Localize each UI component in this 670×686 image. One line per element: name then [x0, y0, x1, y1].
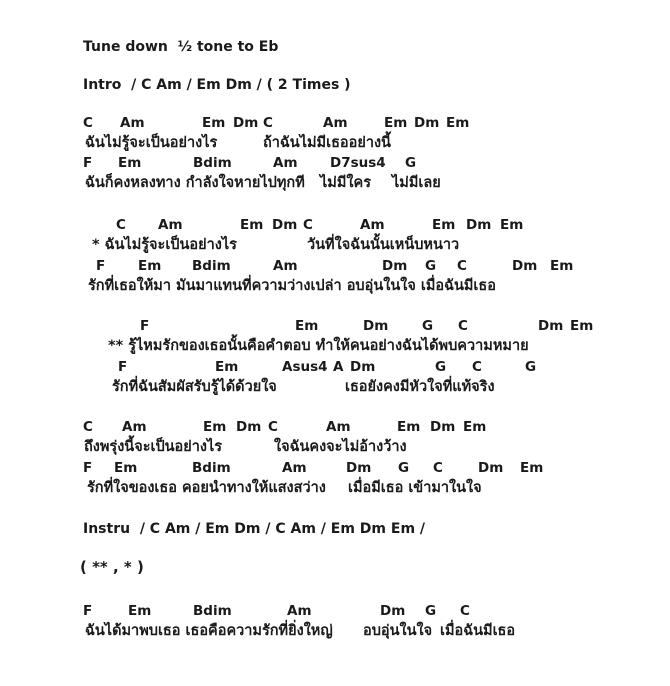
- chord: C: [433, 460, 443, 476]
- chord: Dm: [466, 217, 492, 233]
- chord: C: [458, 318, 468, 334]
- chord: Em: [202, 115, 226, 131]
- chord: G: [405, 155, 417, 171]
- chord: Dm: [380, 603, 406, 619]
- chord: Dm: [430, 419, 456, 435]
- chord: Am: [326, 419, 351, 435]
- chord: Am: [282, 460, 307, 476]
- chord: F: [83, 155, 93, 171]
- chord: C: [472, 359, 482, 375]
- intro-line: Intro / C Am / Em Dm / ( 2 Times ): [83, 77, 351, 93]
- lyric-line: [0, 174, 670, 194]
- chord: Em: [520, 460, 544, 476]
- chord-line: [0, 156, 670, 176]
- chord: Dm: [538, 318, 564, 334]
- chord: C: [268, 419, 278, 435]
- chord: G: [435, 359, 447, 375]
- chord: Em: [432, 217, 456, 233]
- chord: Em: [570, 318, 594, 334]
- chord: Dm: [233, 115, 259, 131]
- chord: Dm: [346, 460, 372, 476]
- lyric-line: [0, 277, 670, 297]
- chord-line: [0, 116, 670, 136]
- lyric-segment: * ฉันไม่รู้จะเป็นอย่างไร: [92, 237, 237, 253]
- chord: Dm: [478, 460, 504, 476]
- chord: Am: [323, 115, 348, 131]
- lyric-segment: อบอุ่นในใจ: [363, 623, 433, 639]
- chord: Em: [128, 603, 152, 619]
- lyric-segment: รักที่ฉันสัมผัสรับรู้ได้ด้วยใจ: [112, 379, 277, 395]
- chord: Em: [118, 155, 142, 171]
- chord-line: [0, 360, 670, 380]
- chord: Dm: [350, 359, 376, 375]
- chord: Asus4: [282, 359, 328, 375]
- chord: F: [83, 460, 93, 476]
- lyric-segment: ถ้าฉันไม่มีเธออย่างนี้: [263, 135, 391, 151]
- chord: D7sus4: [330, 155, 386, 171]
- chord: C: [83, 115, 93, 131]
- chord: Dm: [382, 258, 408, 274]
- chord: Am: [273, 155, 298, 171]
- chord: Em: [384, 115, 408, 131]
- lyric-segment: ฉันก็คงหลงทาง กำลังใจหายไปทุกที: [85, 175, 305, 191]
- chord-line: [0, 319, 670, 339]
- chord: Am: [287, 603, 312, 619]
- lyric-segment: ไม่มีใคร: [320, 175, 371, 191]
- chord: Dm: [414, 115, 440, 131]
- lyric-line: [0, 479, 670, 499]
- chord: C: [460, 603, 470, 619]
- chord-line: [0, 259, 670, 279]
- chord: Am: [273, 258, 298, 274]
- lyric-segment: รักที่ใจของเธอ คอยนำทางให้แสงสว่าง: [87, 480, 326, 496]
- chord: G: [422, 318, 434, 334]
- chord: Em: [397, 419, 421, 435]
- lyric-segment: ฉันได้มาพบเธอ เธอคือความรักที่ยิ่งใหญ่: [85, 623, 333, 639]
- chord: Bdim: [193, 603, 232, 619]
- chord: Em: [500, 217, 524, 233]
- lyric-segment: ใจฉันคงจะไม่อ้างว้าง: [274, 439, 407, 455]
- chord-line: [0, 461, 670, 481]
- chord: C: [83, 419, 93, 435]
- lyric-segment: ไม่มีเลย: [392, 175, 441, 191]
- lyric-line: [0, 236, 670, 256]
- chord: Em: [215, 359, 239, 375]
- chord: Am: [120, 115, 145, 131]
- chord: G: [425, 258, 437, 274]
- lyric-line: [0, 337, 670, 357]
- lyric-segment: วันที่ใจฉันนั้นเหน็บหนาว: [307, 237, 460, 253]
- chord: F: [118, 359, 128, 375]
- chord: F: [140, 318, 150, 334]
- chord: Bdim: [192, 460, 231, 476]
- chord: Dm: [272, 217, 298, 233]
- lyric-segment: ถึงพรุ่งนี้จะเป็นอย่างไร: [84, 439, 223, 455]
- chord: Bdim: [193, 155, 232, 171]
- chord: C: [303, 217, 313, 233]
- lyric-line: [0, 622, 670, 642]
- lyric-line: [0, 134, 670, 154]
- chord-line: [0, 420, 670, 440]
- lyric-segment: เธอยังคงมีหัวใจที่แท้จริง: [345, 379, 495, 395]
- repeat-marker: ( ** , * ): [80, 558, 144, 576]
- lyric-segment: เมื่อมีเธอ เข้ามาในใจ: [348, 480, 482, 496]
- chord: Em: [295, 318, 319, 334]
- chord: Em: [114, 460, 138, 476]
- chord: G: [398, 460, 410, 476]
- chord: Em: [446, 115, 470, 131]
- chord: Dm: [363, 318, 389, 334]
- chord: Em: [203, 419, 227, 435]
- lyric-line: [0, 438, 670, 458]
- chord-line: [0, 604, 670, 624]
- instru-line: Instru / C Am / Em Dm / C Am / Em Dm Em /: [83, 521, 426, 537]
- chord: Dm: [512, 258, 538, 274]
- lyric-segment: ** รู้ไหมรักของเธอนั้นคือคำตอบ ทำให้คนอย่างฉันได้พบความหมาย: [108, 338, 529, 354]
- lyric-segment: รักที่เธอให้มา มันมาแทนที่ความว่างเปล่า อบอุ่นในใจ เมื่อฉันมีเธอ: [88, 278, 496, 294]
- chord: F: [96, 258, 106, 274]
- chord: Bdim: [192, 258, 231, 274]
- lyric-segment: เมื่อฉันมีเธอ: [440, 623, 516, 639]
- chord: Em: [240, 217, 264, 233]
- chord: G: [425, 603, 437, 619]
- chord-line: [0, 218, 670, 238]
- chord: G: [525, 359, 537, 375]
- chord: Am: [360, 217, 385, 233]
- chord: F: [83, 603, 93, 619]
- tuning-note: Tune down ½ tone to Eb: [83, 39, 279, 55]
- chord: Dm: [236, 419, 262, 435]
- chord: Am: [158, 217, 183, 233]
- chord: Em: [138, 258, 162, 274]
- chord: Em: [463, 419, 487, 435]
- lyric-segment: ฉันไม่รู้จะเป็นอย่างไร: [85, 135, 218, 151]
- lyric-line: [0, 378, 670, 398]
- chord: C: [263, 115, 273, 131]
- chord: Em: [550, 258, 574, 274]
- chord: Am: [122, 419, 147, 435]
- chord: C: [457, 258, 467, 274]
- chord: A: [333, 359, 344, 375]
- chord: C: [116, 217, 126, 233]
